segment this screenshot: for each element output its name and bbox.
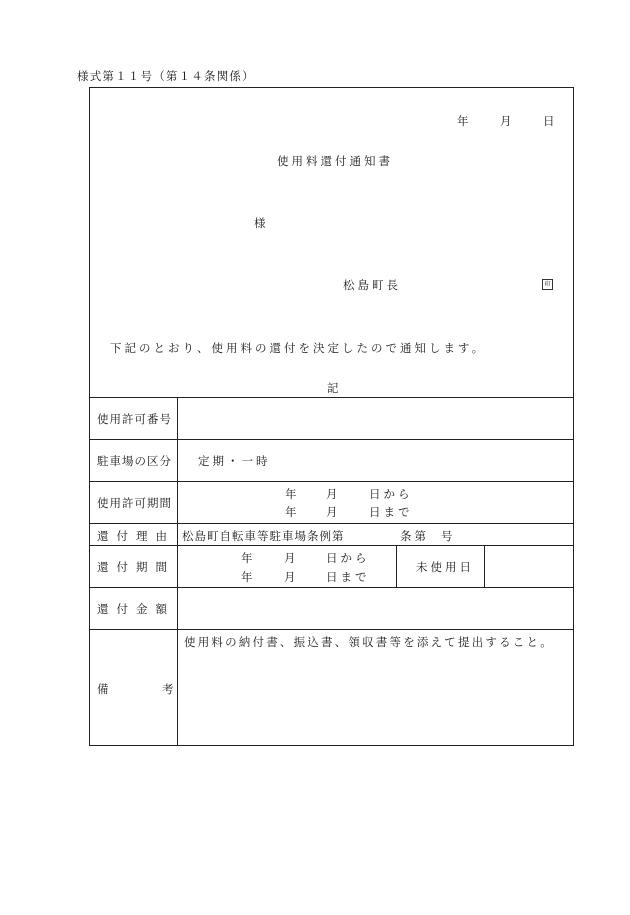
row-divider	[90, 629, 573, 630]
remarks-label-right: 考	[162, 682, 174, 696]
seal-mark: 印	[542, 279, 553, 290]
permit-period-from-day: 日から	[369, 487, 413, 501]
refund-amount-label: 還付金額	[97, 602, 175, 616]
refund-reason-article[interactable]: 条第	[400, 529, 429, 543]
body-text: 下記のとおり、使用料の還付を決定したので通知します。	[110, 341, 487, 355]
permit-period-to-year: 年	[285, 505, 297, 519]
label-column-divider	[177, 397, 178, 746]
unused-days-label: 未使用日	[416, 560, 474, 574]
form-frame	[89, 87, 574, 746]
row-divider	[90, 439, 573, 440]
refund-reason-item[interactable]: 号	[441, 529, 453, 543]
date-month-label: 月	[500, 114, 512, 128]
issuer-name: 松島町長	[343, 278, 401, 292]
row-divider	[90, 397, 573, 398]
row-divider	[90, 481, 573, 482]
remarks-text: 使用料の納付書、振込書、領収書等を添えて提出すること。	[184, 635, 554, 649]
parking-category-value[interactable]: 定期・一時	[198, 454, 271, 468]
permit-period-to-month: 月	[326, 505, 338, 519]
date-day-label: 日	[543, 114, 555, 128]
refund-period-to-year: 年	[241, 570, 253, 584]
date-year-label: 年	[457, 114, 469, 128]
refund-period-from-day: 日から	[326, 551, 370, 565]
permit-period-to-day: 日まで	[369, 505, 413, 519]
row-divider	[90, 523, 573, 524]
permit-period-from-year: 年	[285, 487, 297, 501]
refund-period-from-month: 月	[284, 551, 296, 565]
unused-days-divider-right	[484, 545, 485, 587]
permit-period-label: 使用許可期間	[97, 496, 172, 510]
row-divider	[90, 545, 573, 546]
refund-period-to-day: 日まで	[326, 570, 370, 584]
refund-period-to-month: 月	[284, 570, 296, 584]
remarks-label-left: 備	[97, 682, 109, 696]
ki-label: 記	[327, 381, 339, 395]
parking-category-label: 駐車場の区分	[97, 454, 172, 468]
addressee-suffix: 様	[254, 216, 266, 230]
unused-days-divider-left	[396, 545, 397, 587]
document-title: 使用料還付通知書	[277, 154, 393, 168]
refund-period-label: 還付期間	[97, 560, 175, 574]
refund-period-from-year: 年	[241, 551, 253, 565]
permit-number-label: 使用許可番号	[97, 412, 172, 426]
form-number: 様式第１１号（第１４条関係）	[77, 69, 255, 83]
refund-reason-ordinance: 松島町自転車等駐車場条例第	[182, 529, 345, 543]
refund-reason-label: 還付理由	[97, 529, 175, 543]
permit-period-from-month: 月	[326, 487, 338, 501]
row-divider	[90, 587, 573, 588]
